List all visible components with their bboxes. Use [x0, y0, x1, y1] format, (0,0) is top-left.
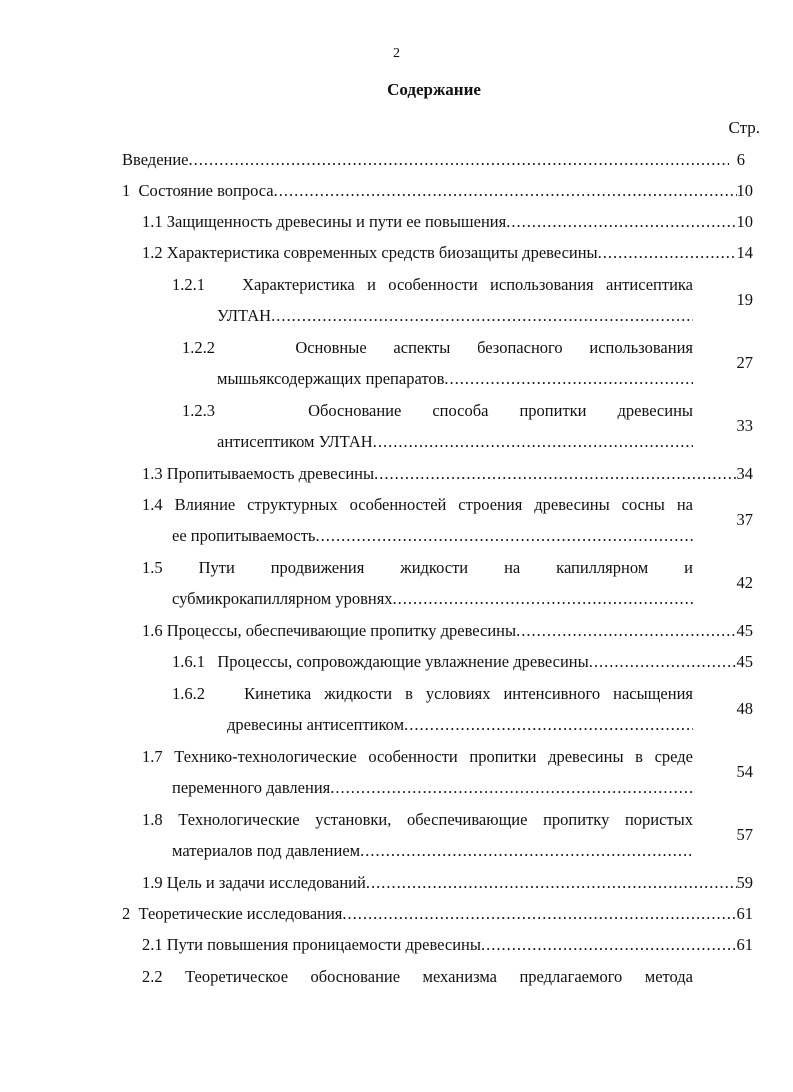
- toc-entry-number: 1.4: [142, 495, 163, 514]
- toc-entry-text: Теоретические исследования: [138, 904, 343, 923]
- toc-entry-1-2-1[interactable]: [172, 269, 753, 331]
- toc-entry-text: Характеристика современных средств биозащиты древесины: [166, 243, 598, 262]
- toc-entry-number: 1.9: [142, 873, 163, 892]
- dot-leader: [366, 867, 737, 898]
- toc-entry-number: 1.2.3: [182, 401, 215, 420]
- toc-entry-text: субмикрокапиллярном уровнях: [172, 589, 393, 608]
- dot-leader: [598, 237, 737, 268]
- toc-entry-text: ее пропитываемость: [172, 526, 316, 545]
- toc-entry-page: 45: [736, 621, 753, 640]
- toc-entry-page: 10: [736, 181, 753, 200]
- toc-entry-1-3[interactable]: [142, 458, 753, 489]
- dot-leader: [589, 646, 737, 677]
- toc-entry-page: 57: [736, 825, 753, 844]
- toc-entry-text: Пропитываемость древесины: [166, 464, 375, 483]
- dot-leader: [373, 426, 693, 457]
- toc-entry-page: 19: [736, 290, 753, 309]
- toc-entry-text: Состояние вопроса: [138, 181, 274, 200]
- toc-entry-1-1[interactable]: [142, 206, 753, 237]
- toc-entry-text: Кинетика жидкости в условиях интенсивного насыщения: [244, 684, 693, 703]
- dot-leader: [189, 144, 729, 175]
- dot-leader: [393, 583, 693, 614]
- toc-entry-number: 1.1: [142, 212, 163, 231]
- toc-entry-page: 45: [736, 652, 753, 671]
- toc-entry-number: 1: [122, 181, 131, 200]
- toc-entry-text: материалов под давлением: [172, 841, 361, 860]
- toc-entry-page: 61: [736, 935, 753, 954]
- dot-leader: [516, 615, 736, 646]
- toc-entry-page: 14: [736, 243, 753, 262]
- toc-entry-number: 1.3: [142, 464, 163, 483]
- toc-entry-text: Теоретическое обоснование механизма предлагаемого метода: [185, 967, 693, 986]
- toc-entry-number: 1.5: [142, 558, 163, 577]
- toc-entry-1-7[interactable]: [142, 741, 753, 803]
- toc-entry-page: 33: [736, 416, 753, 435]
- toc-entry-1-8[interactable]: [142, 804, 753, 866]
- toc-entry-number: 1.2: [142, 243, 163, 262]
- toc-entry-page: 54: [736, 762, 753, 781]
- toc-entry-1[interactable]: [122, 175, 753, 206]
- toc-entry-number: 1.7: [142, 747, 163, 766]
- dot-leader: [404, 709, 693, 740]
- toc-entry-1-6-2[interactable]: [172, 678, 753, 740]
- toc-entry-intro[interactable]: [122, 144, 745, 175]
- toc-entry-text: Пути повышения проницаемости древесины: [166, 935, 481, 954]
- page-column-header: Стр.: [728, 118, 760, 137]
- toc-entry-text: Технологические установки, обеспечивающие пропитку пористых: [178, 810, 693, 829]
- toc-entry-text: Процессы, сопровождающие увлажнение древесины: [217, 652, 589, 671]
- dot-leader: [506, 206, 736, 237]
- toc-entry-text: Цель и задачи исследований: [166, 873, 366, 892]
- toc-entry-number: 2: [122, 904, 131, 923]
- toc-entry-2[interactable]: [122, 898, 753, 929]
- toc-entry-page: 48: [736, 699, 753, 718]
- toc-entry-number: 1.8: [142, 810, 163, 829]
- dot-leader: [330, 772, 693, 803]
- toc-entry-number: 1.2.2: [182, 338, 215, 357]
- dot-leader: [360, 835, 693, 866]
- page-title: Содержание: [387, 80, 481, 99]
- toc-entry-text: Характеристика и особенности использования антисептика: [242, 275, 693, 294]
- toc-entry-1-6[interactable]: [142, 615, 753, 646]
- toc-entry-text: Защищенность древесины и пути ее повышения: [166, 212, 507, 231]
- toc-entry-text: Технико-технологические особенности пропитки древесины в среде: [174, 747, 693, 766]
- toc-entry-text: антисептиком УЛТАН: [217, 432, 373, 451]
- toc-entry-number: 1.6.1: [172, 652, 205, 671]
- toc-entry-number: 1.2.1: [172, 275, 205, 294]
- toc-entry-page: 10: [736, 212, 753, 231]
- toc-entry-text: переменного давления: [172, 778, 331, 797]
- dot-leader: [271, 300, 693, 331]
- dot-leader: [315, 520, 693, 551]
- dot-leader: [342, 898, 736, 929]
- toc-entry-page: 59: [736, 873, 753, 892]
- toc-entry-text: Основные аспекты безопасного использования: [295, 338, 693, 357]
- toc-entry-1-9[interactable]: [142, 867, 753, 898]
- toc-entry-text: Обоснование способа пропитки древесины: [308, 401, 693, 420]
- toc-entry-text: Влияние структурных особенностей строения древесины сосны на: [174, 495, 693, 514]
- toc-entry-page: 6: [736, 150, 745, 169]
- toc-entry-number: 1.6.2: [172, 684, 205, 703]
- toc-entry-1-5[interactable]: [142, 552, 753, 614]
- toc-entry-text: мышьяксодержащих препаратов: [217, 369, 445, 388]
- toc-entry-page: 27: [736, 353, 753, 372]
- toc-entry-text: Введение: [122, 150, 189, 169]
- toc-entry-number: 1.6: [142, 621, 163, 640]
- toc-entry-page: 61: [736, 904, 753, 923]
- toc-entry-text: Пути продвижения жидкости на капиллярном и: [198, 558, 693, 577]
- toc-entry-1-2-3[interactable]: [182, 395, 753, 457]
- toc-entry-number: 2.1: [142, 935, 163, 954]
- toc-entry-2-1[interactable]: [142, 929, 753, 960]
- toc-entry-page: 34: [736, 464, 753, 483]
- toc-entry-1-2[interactable]: [142, 237, 753, 268]
- toc-entry-number: 2.2: [142, 967, 163, 986]
- page-number: 2: [393, 46, 400, 61]
- dot-leader: [481, 929, 737, 960]
- toc-entry-page: 37: [736, 510, 753, 529]
- toc-entry-2-2[interactable]: [142, 961, 753, 992]
- toc-entry-1-2-2[interactable]: [182, 332, 753, 394]
- dot-leader: [274, 175, 737, 206]
- toc-entry-1-4[interactable]: [142, 489, 753, 551]
- toc-entry-text: Процессы, обеспечивающие пропитку древесины: [166, 621, 517, 640]
- dot-leader: [374, 458, 736, 489]
- toc-entry-page: 42: [736, 573, 753, 592]
- toc-entry-text: УЛТАН: [217, 306, 272, 325]
- toc-entry-text: древесины антисептиком: [227, 715, 405, 734]
- toc-entry-1-6-1[interactable]: [172, 646, 753, 677]
- dot-leader: [444, 363, 693, 394]
